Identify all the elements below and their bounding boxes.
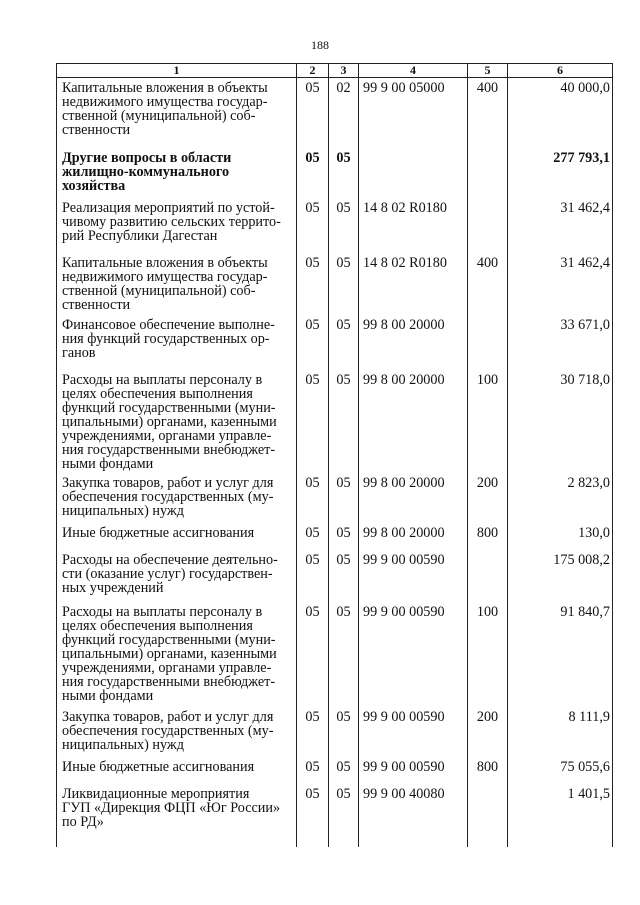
table-row bbox=[57, 78, 613, 149]
section-code: 05 bbox=[297, 602, 329, 707]
row-name-line: ГУП «Дирекция ФЦП «Юг России» bbox=[62, 800, 281, 816]
expense-type-code: 100 bbox=[468, 370, 508, 473]
expense-type-code: 100 bbox=[468, 602, 508, 707]
subsection-code: 05 bbox=[329, 757, 359, 784]
row-name-line: ными фондами bbox=[62, 456, 154, 472]
table-row bbox=[57, 757, 613, 784]
row-name-line: ципальными) органами, казенными bbox=[62, 646, 277, 662]
row-name-line: ганов bbox=[62, 345, 96, 361]
row-name bbox=[57, 198, 297, 253]
row-name-line: ния государственными внебюджет- bbox=[62, 442, 276, 458]
table-row bbox=[57, 315, 613, 370]
table-row bbox=[57, 253, 613, 315]
subsection-code: 05 bbox=[329, 707, 359, 757]
target-article-code: 99 8 00 20000 bbox=[359, 523, 468, 550]
target-article-code: 14 8 02 R0180 bbox=[359, 198, 468, 253]
row-name-line: недвижимого имущества государ- bbox=[62, 269, 268, 285]
row-name-line: по РД» bbox=[62, 814, 104, 830]
row-name-line: ственности bbox=[62, 122, 131, 138]
subsection-code: 05 bbox=[329, 370, 359, 473]
section-code: 05 bbox=[297, 473, 329, 523]
row-name-line: жилищно-коммунального bbox=[62, 164, 230, 180]
amount-value: 277 793,1 bbox=[508, 148, 613, 198]
section-code: 05 bbox=[297, 523, 329, 550]
page-number: 188 bbox=[311, 38, 329, 52]
amount-value: 31 462,4 bbox=[508, 198, 613, 253]
section-code: 05 bbox=[297, 550, 329, 602]
row-name bbox=[57, 253, 297, 315]
target-article-code: 99 8 00 20000 bbox=[359, 473, 468, 523]
row-name-line: ниципальных) нужд bbox=[62, 503, 184, 519]
amount-value: 75 055,6 bbox=[508, 757, 613, 784]
amount-value: 40 000,0 bbox=[508, 78, 613, 149]
row-name-line: Расходы на обеспечение деятельно- bbox=[62, 552, 278, 568]
expense-type-code bbox=[468, 198, 508, 253]
expense-type-code: 200 bbox=[468, 473, 508, 523]
row-name-line: Капитальные вложения в объекты bbox=[62, 80, 268, 96]
subsection-code: 05 bbox=[329, 315, 359, 370]
subsection-code: 05 bbox=[329, 473, 359, 523]
table-row bbox=[57, 602, 613, 707]
section-code: 05 bbox=[297, 707, 329, 757]
table-row bbox=[57, 707, 613, 757]
expense-type-code: 400 bbox=[468, 78, 508, 149]
target-article-code: 99 8 00 20000 bbox=[359, 370, 468, 473]
table-row bbox=[57, 473, 613, 523]
table-row bbox=[57, 523, 613, 550]
table-row bbox=[57, 550, 613, 602]
section-code: 05 bbox=[297, 784, 329, 847]
header-cell-2: 2 bbox=[297, 64, 329, 78]
subsection-code: 02 bbox=[329, 78, 359, 149]
amount-value: 2 823,0 bbox=[508, 473, 613, 523]
table-row bbox=[57, 198, 613, 253]
section-code: 05 bbox=[297, 198, 329, 253]
row-name-line: сти (оказание услуг) государствен- bbox=[62, 566, 273, 582]
row-name bbox=[57, 602, 297, 707]
header-cell-4: 4 bbox=[359, 64, 468, 78]
row-name-line: недвижимого имущества государ- bbox=[62, 94, 268, 110]
row-name-line: хозяйства bbox=[62, 178, 126, 194]
expense-type-code: 800 bbox=[468, 523, 508, 550]
row-name-line: рий Республики Дагестан bbox=[62, 228, 218, 244]
row-name-line: ными фондами bbox=[62, 688, 154, 704]
target-article-code: 99 9 00 05000 bbox=[359, 78, 468, 149]
row-name-line: ственной (муниципальной) соб- bbox=[62, 108, 256, 124]
row-name bbox=[57, 370, 297, 473]
row-name-line: ципальными) органами, казенными bbox=[62, 414, 277, 430]
subsection-code: 05 bbox=[329, 253, 359, 315]
row-name bbox=[57, 550, 297, 602]
expense-type-code: 400 bbox=[468, 253, 508, 315]
row-name-line: чивому развитию сельских террито- bbox=[62, 214, 281, 230]
row-name-line: учреждениями, органами управле- bbox=[62, 660, 272, 676]
expense-type-code bbox=[468, 148, 508, 198]
section-code: 05 bbox=[297, 315, 329, 370]
table-row bbox=[57, 370, 613, 473]
row-name-line: ния государственными внебюджет- bbox=[62, 674, 276, 690]
target-article-code: 99 9 00 00590 bbox=[359, 550, 468, 602]
amount-value: 1 401,5 bbox=[508, 784, 613, 847]
subsection-code: 05 bbox=[329, 198, 359, 253]
header-cell-6: 6 bbox=[508, 64, 613, 78]
amount-value: 91 840,7 bbox=[508, 602, 613, 707]
row-name-line: функций государственными (муни- bbox=[62, 400, 276, 416]
subsection-code: 05 bbox=[329, 602, 359, 707]
amount-value: 130,0 bbox=[508, 523, 613, 550]
row-name bbox=[57, 757, 297, 784]
row-name-line: Капитальные вложения в объекты bbox=[62, 255, 268, 271]
amount-value: 30 718,0 bbox=[508, 370, 613, 473]
row-name bbox=[57, 78, 297, 149]
header-cell-1: 1 bbox=[57, 64, 297, 78]
row-name-line: ственности bbox=[62, 297, 131, 313]
header-cell-3: 3 bbox=[329, 64, 359, 78]
section-code: 05 bbox=[297, 78, 329, 149]
expense-type-code: 200 bbox=[468, 707, 508, 757]
row-name bbox=[57, 784, 297, 847]
expense-type-code: 800 bbox=[468, 757, 508, 784]
row-name-line: Другие вопросы в области bbox=[62, 150, 232, 166]
row-name bbox=[57, 707, 297, 757]
row-name-line: ния функций государственных ор- bbox=[62, 331, 270, 347]
amount-value: 31 462,4 bbox=[508, 253, 613, 315]
section-code: 05 bbox=[297, 757, 329, 784]
row-name-line: функций государственными (муни- bbox=[62, 632, 276, 648]
header-cell-5: 5 bbox=[468, 64, 508, 78]
row-name-line: Реализация мероприятий по устой- bbox=[62, 200, 275, 216]
section-code: 05 bbox=[297, 370, 329, 473]
subsection-code: 05 bbox=[329, 550, 359, 602]
target-article-code: 99 9 00 00590 bbox=[359, 707, 468, 757]
row-name-line: ных учреждений bbox=[62, 580, 164, 596]
row-name-line: Иные бюджетные ассигнования bbox=[62, 759, 255, 775]
target-article-code: 99 9 00 40080 bbox=[359, 784, 468, 847]
row-name-line: целях обеспечения выполнения bbox=[62, 618, 253, 634]
header-row bbox=[57, 64, 613, 78]
row-name-line: обеспечения государственных (му- bbox=[62, 489, 274, 505]
section-code: 05 bbox=[297, 253, 329, 315]
row-name-line: учреждениями, органами управле- bbox=[62, 428, 272, 444]
target-article-code bbox=[359, 148, 468, 198]
row-name bbox=[57, 315, 297, 370]
row-name bbox=[57, 148, 297, 198]
amount-value: 8 111,9 bbox=[508, 707, 613, 757]
row-name-line: Расходы на выплаты персоналу в bbox=[62, 604, 263, 620]
row-name-line: обеспечения государственных (му- bbox=[62, 723, 274, 739]
expense-type-code bbox=[468, 784, 508, 847]
subsection-code: 05 bbox=[329, 148, 359, 198]
budget-table bbox=[56, 63, 613, 847]
row-name-line: целях обеспечения выполнения bbox=[62, 386, 253, 402]
row-name-line: Закупка товаров, работ и услуг для bbox=[62, 475, 274, 491]
target-article-code: 99 8 00 20000 bbox=[359, 315, 468, 370]
target-article-code: 99 9 00 00590 bbox=[359, 602, 468, 707]
expense-type-code bbox=[468, 315, 508, 370]
table-body bbox=[57, 78, 613, 848]
row-name-line: Расходы на выплаты персоналу в bbox=[62, 372, 263, 388]
section-code: 05 bbox=[297, 148, 329, 198]
row-name-line: Финансовое обеспечение выполне- bbox=[62, 317, 275, 333]
amount-value: 175 008,2 bbox=[508, 550, 613, 602]
row-name bbox=[57, 523, 297, 550]
row-name-line: Ликвидационные мероприятия bbox=[62, 786, 250, 802]
target-article-code: 14 8 02 R0180 bbox=[359, 253, 468, 315]
row-name-line: ственной (муниципальной) соб- bbox=[62, 283, 256, 299]
row-name bbox=[57, 473, 297, 523]
table-row bbox=[57, 784, 613, 847]
subsection-code: 05 bbox=[329, 784, 359, 847]
row-name-line: Иные бюджетные ассигнования bbox=[62, 525, 255, 541]
row-name-line: Закупка товаров, работ и услуг для bbox=[62, 709, 274, 725]
subsection-code: 05 bbox=[329, 523, 359, 550]
table-row bbox=[57, 148, 613, 198]
amount-value: 33 671,0 bbox=[508, 315, 613, 370]
target-article-code: 99 9 00 00590 bbox=[359, 757, 468, 784]
row-name-line: ниципальных) нужд bbox=[62, 737, 184, 753]
expense-type-code bbox=[468, 550, 508, 602]
